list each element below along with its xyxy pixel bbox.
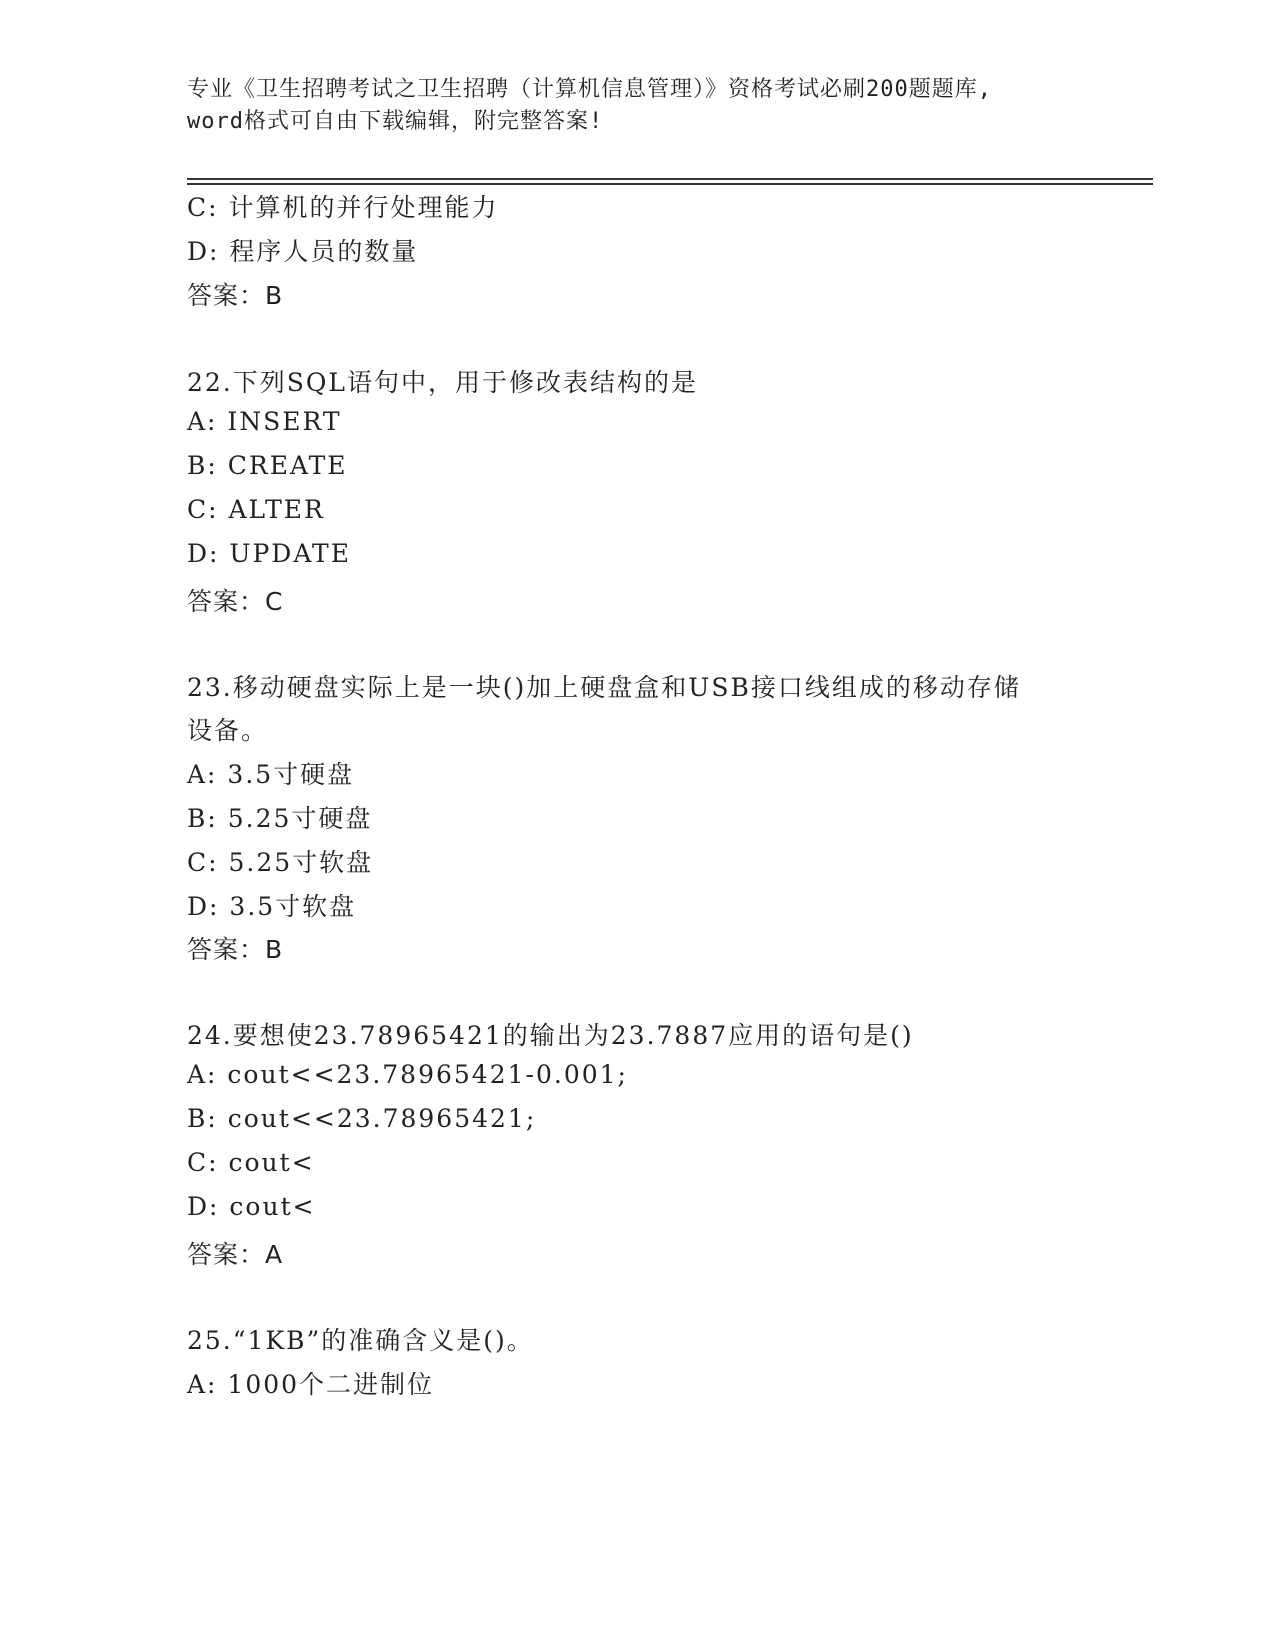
document-header [187,74,1087,138]
q23-option-a: A: 3.5寸硬盘 [187,760,355,789]
q23-option-c: C: 5.25寸软盘 [187,848,374,877]
q21-answer: 答案：B [187,281,284,310]
q24-answer: 答案：A [187,1240,284,1269]
q25-option-a: A: 1000个二进制位 [187,1370,435,1399]
q25-stem: 25.“1KB”的准确含义是()。 [187,1326,534,1355]
q22-option-b: B: CREATE [187,451,348,480]
header-divider-bottom [187,183,1153,185]
q24-stem: 24.要想使23.78965421的输出为23.7887应用的语句是() [187,1021,914,1050]
q23-stem-line-1: 23.移动硬盘实际上是一块()加上硬盘盒和USB接口线组成的移动存储 [187,673,1021,702]
q22-option-d: D: UPDATE [187,539,351,568]
q21-option-d: D: 程序人员的数量 [187,237,419,266]
q23-option-b: B: 5.25寸硬盘 [187,804,373,833]
q23-option-d: D: 3.5寸软盘 [187,892,357,921]
q23-answer: 答案：B [187,935,284,964]
header-title-line-1: 专业《卫生招聘考试之卫生招聘（计算机信息管理）》资格考试必刷200题题库, [187,77,992,102]
q24-option-b: B: cout<<23.78965421; [187,1104,537,1133]
q23-stem-line-2: 设备。 [187,716,269,745]
q24-option-a: A: cout<<23.78965421-0.001; [187,1060,628,1089]
q22-stem: 22.下列SQL语句中，用于修改表结构的是 [187,368,698,397]
header-divider-top [187,178,1153,180]
header-title-line-2: word格式可自由下载编辑，附完整答案! [187,109,604,134]
q24-option-c: C: cout< [187,1148,315,1177]
q22-option-a: A: INSERT [187,407,342,436]
q21-option-c: C: 计算机的并行处理能力 [187,193,499,222]
q22-option-c: C: ALTER [187,495,325,524]
q22-answer: 答案：C [187,587,284,616]
q24-option-d: D: cout< [187,1192,316,1221]
